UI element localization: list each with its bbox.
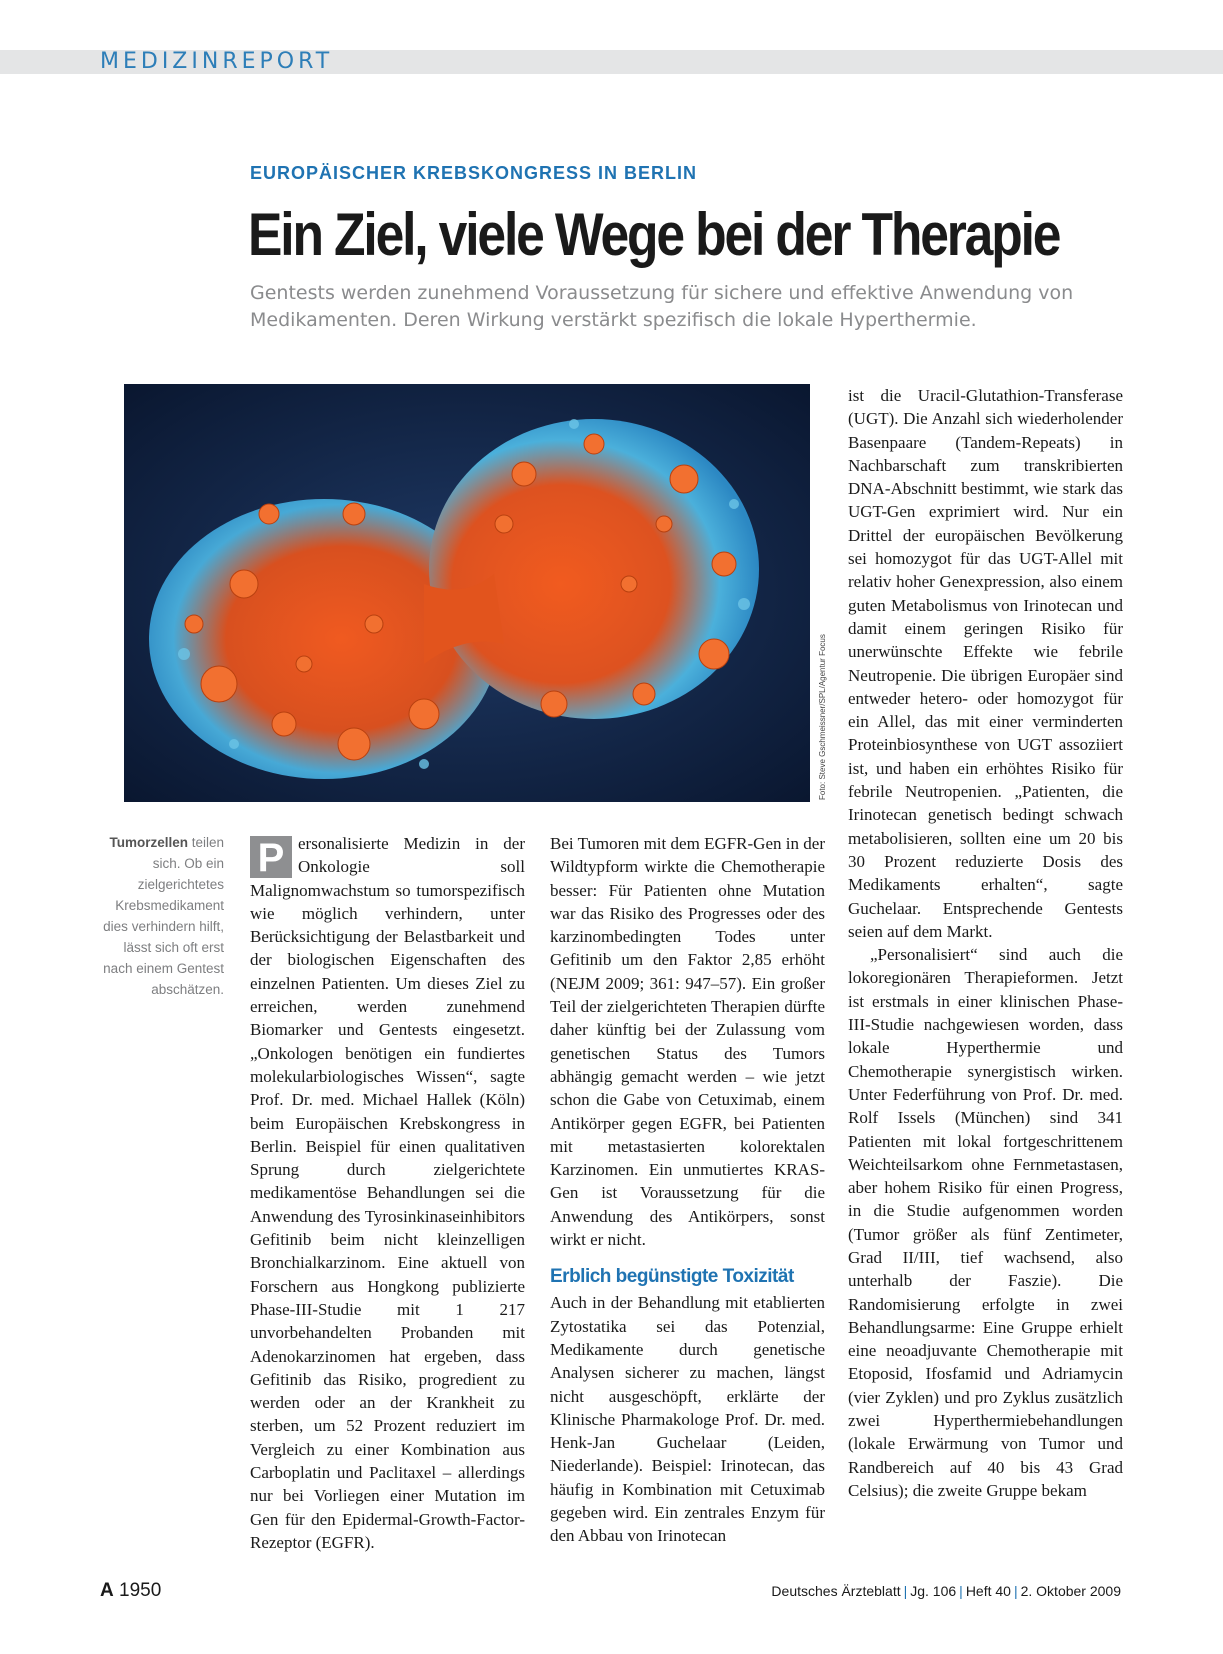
article-kicker: EUROPÄISCHER KREBSKONGRESS IN BERLIN [250,163,698,183]
caption-lead: Tumorzellen [109,835,188,850]
journal-volume: Jg. 106 [910,1583,957,1599]
journal-issue: Heft 40 [965,1583,1011,1599]
paragraph: ist die Uracil-Glutathion-Transferase (UGT). Die Anzahl sich wiederholender Basenpaare (Tandem-Repeats) in Nachbarschaft zum transkribierten DNA-Abschnitt bestimmt, wie stark das UGT-Gen exprimiert wird. Nur ein Drittel der europäischen Bevölkerung sei homozygot für das UGT-Allel mit relativ hoher Genexpression, also einem guten Metabolismus von Irinotecan und damit einem geringen Risiko für unerwünschte Effekte wie febrile Neutropenie. Die übrigen Europäer sind entweder hetero- oder homozygot für ein Allel, das mit einer verminderten Proteinbiosynthese von UGT assoziiert ist, und haben ein erhöhtes Risiko für febrile Neutropenien. „Patienten, die Irinotecan genetisch bedingt schwach metabolisieren, sollten eine um 20 bis 30 Prozent reduzierte Dosis des Medikaments erhalten“, sagte Guchelaar. Entsprechende Gentests seien auf dem Markt. [848,386,1123,941]
section-label: MEDIZINREPORT [100,49,334,74]
page-letter: A [100,1580,114,1601]
journal-info: Deutsches Ärzteblatt | Jg. 106 | Heft 40 | 2. Oktober 2009 [771,1583,1121,1599]
photo-credit: Foto: Steve Gschmeissner/SPL/Agentur Focus [818,634,827,800]
photo-caption [96,832,224,1000]
paragraph: Bei Tumoren mit dem EGFR-Gen in der Wildtypform wirkte die Chemotherapie besser: Für Patienten ohne Mutation war das Risiko des Progresses oder des karzinombedingten Todes unter Gefitinib um den Faktor 2,85 erhöht (NEJM 2009; 361: 947–57). Ein großer Teil der zielgerichteten Therapien dürfte daher künftig bei der Zulassung vom genetischen Status des Tumors abhängig gemacht werden – wie jetzt schon die Gabe von Cetuximab, einem Antikörper gegen EGFR, bei Patienten mit metastasierten kolorektalen Karzinomen. Ein unmutiertes KRAS-Gen ist Voraussetzung für die Anwendung des Antikörpers, sonst wirkt er nicht. [550,834,825,1250]
article-headline: Ein Ziel, viele Wege bei der Therapie [248,201,1060,268]
dropcap: P [250,836,292,878]
article-column-1 [250,832,525,1554]
article-subheading: Erblich begünstigte Toxizität [550,1266,794,1288]
tumor-cell-photo [124,384,810,802]
article-column-2 [550,832,825,1548]
article-column-3 [848,384,1123,1502]
paragraph: ersonalisierte Medizin in der Onkologie soll Malignomwachstum so tumorspezifisch wie möglich verhindern, unter Berücksichtigung der Belastbarkeit und der biologischen Eigenschaften des einzelnen Patienten. Um dieses Ziel zu erreichen, werden zunehmend Biomarker und Gentests eingesetzt. „Onkologen benötigen ein fundiertes molekularbiologisches Wissen“, sagte Prof. Dr. med. Michael Hallek (Köln) beim Europäischen Krebskongress in Berlin. Beispiel für einen qualitativen Sprung durch zielgerichtete medikamentöse Behandlungen sei die Anwendung des Tyrosinkinaseinhibitors Gefitinib beim nicht kleinzelligen Bronchialkarzinom. Eine aktuell von Forschern aus Hongkong publizierte Phase-III-Studie mit 1 217 unvorbehandelten Probanden mit Adenokarzinomen hat ergeben, dass Gefitinib das Risiko, progredient zu werden oder an der Krankheit zu sterben, um 52 Prozent reduziert im Vergleich zu einer Kombination aus Carboplatin und Paclitaxel – allerdings nur bei Vorliegen einer Mutation im Gen für den Epidermal-Growth-Factor-Rezeptor (EGFR). [250,834,525,1552]
journal-date: 2. Oktober 2009 [1020,1583,1121,1599]
page-number-value: 1950 [119,1580,162,1601]
page-number [100,1580,161,1602]
article-subhead: Gentests werden zunehmend Voraussetzung für sichere und effektive Anwendung von Medikamenten. Deren Wirkung verstärkt spezifisch die lokale Hyperthermie. [250,282,1074,331]
caption-text: teilen sich. Ob ein zielgerichtetes Krebsmedikament dies verhindern hilft, lässt sich oft erst nach einem Gentest abschätzen. [103,835,224,997]
paragraph: Auch in der Behandlung mit etablierten Zytostatika sei das Potenzial, Medikamente durch genetische Analysen sicherer zu machen, längst nicht ausgeschöpft, erklärte der Klinische Pharmakologe Prof. Dr. med. Henk-Jan Guchelaar (Leiden, Niederlande). Beispiel: Irinotecan, das häufig in Kombination mit Cetuximab gegeben wird. Ein zentrales Enzym für den Abbau von Irinotecan [550,1293,825,1546]
journal-name: Deutsches Ärzteblatt [771,1583,901,1599]
paragraph: „Personalisiert“ sind auch die lokoregionären Therapieformen. Jetzt ist erstmals in einer klinischen Phase-III-Studie nachgewiesen worden, dass lokale Hyperthermie und Chemotherapie synergistisch wirken. Unter Federführung von Prof. Dr. med. Rolf Issels (München) sind 341 Patienten mit lokal fortgeschrittenem Weichteilsarkom ohne Fernmetastasen, aber hohem Risiko für einen Progress, in die Studie aufgenommen worden (Tumor größer als fünf Zentimeter, Grad II/III, tief wachsend, also unterhalb der Faszie). Die Randomisierung erfolgte in zwei Behandlungsarme: Eine Gruppe erhielt eine neoadjuvante Chemotherapie mit Etoposid, Ifosfamid und Adriamycin (vier Zyklen) und pro Zyklus zusätzlich zwei Hyperthermiebehandlungen (lokale Erwärmung von Tumor und Randbereich auf 40 bis 43 Grad Celsius); die zweite Gruppe bekam [848,945,1123,1500]
